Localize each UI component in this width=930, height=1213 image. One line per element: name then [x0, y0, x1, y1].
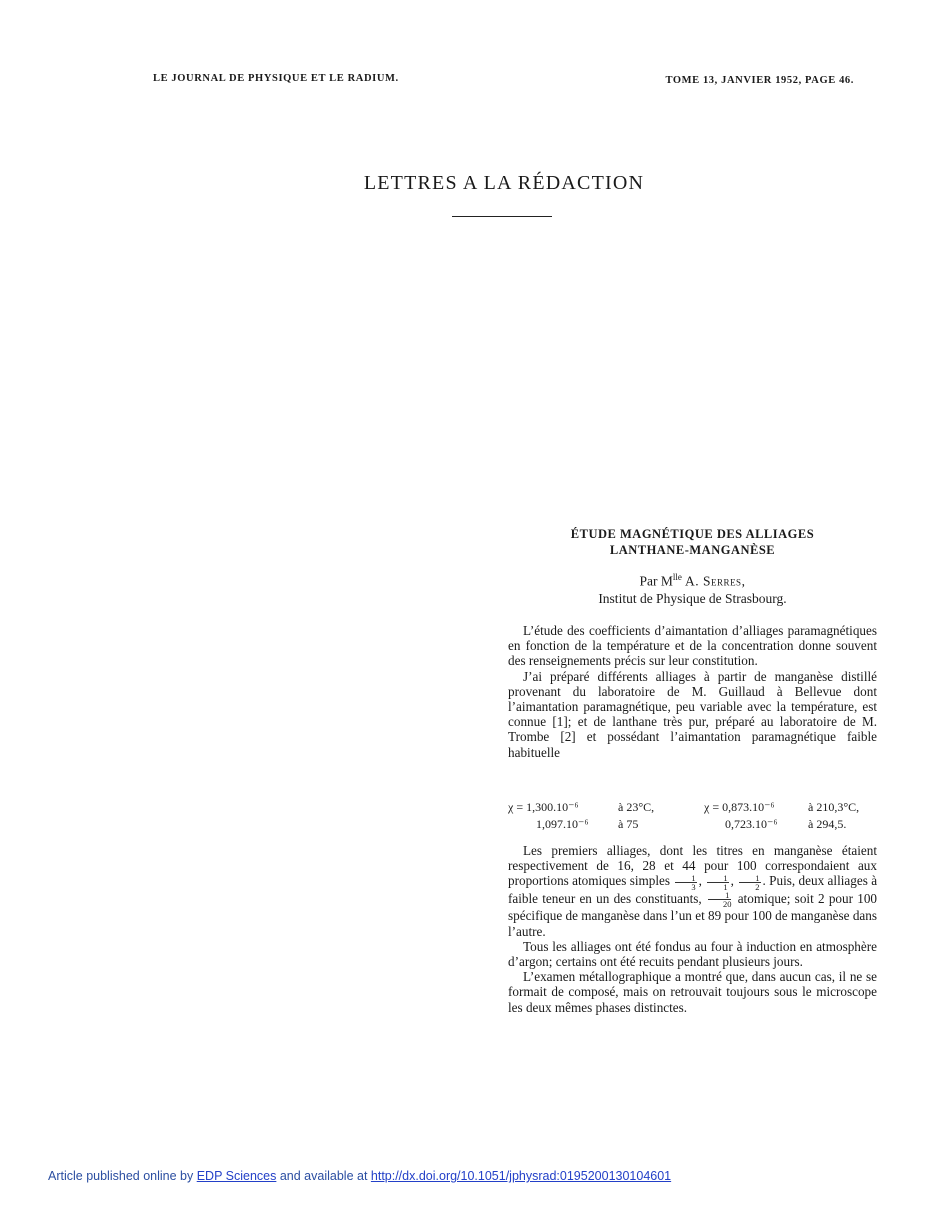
- formula-value: χ = 0,873.10⁻⁶: [704, 800, 775, 814]
- susceptibility-formula: [508, 799, 877, 833]
- doi-link[interactable]: http://dx.doi.org/10.1051/jphysrad:0195200130104601: [370, 1169, 672, 1183]
- paragraph: Tous les alliages ont été fondus au four à induction en atmosphère d’argon; certains ont été recuits pendant plusieurs jours.: [508, 938, 877, 969]
- fraction: $\frac{1}{1}$: [707, 874, 728, 891]
- publication-footer: Article published online by EDP Sciences and available at http://dx.doi.org/10.1051/jphysrad:0195200130104601: [48, 1169, 672, 1183]
- author-name: A. Serres,: [681, 573, 746, 589]
- issue-info: TOME 13, JANVIER 1952, PAGE 46.: [665, 75, 854, 86]
- formula-temp: à 294,5.: [808, 817, 847, 831]
- paragraph: L’étude des coefficients d’aimantation d’alliages paramagnétiques en fonction de la température et de la concentration donne souvent des renseignements précis sur leur constitution.: [508, 623, 877, 669]
- title-divider: [452, 216, 552, 217]
- journal-header: LE JOURNAL DE PHYSIQUE ET LE RADIUM.: [153, 73, 399, 84]
- formula-value: χ = 1,300.10⁻⁶: [508, 800, 579, 814]
- article-body-intro: [508, 623, 877, 760]
- article-title: [508, 526, 877, 558]
- paragraph: Les premiers alliages, dont les titres en manganèse étaient respectivement de 16, 28 et 44 pour 100 correspondaient aux proportions atomiques simples $\frac{1}{3}$ , $\frac{1}{1}$ , $\frac{1}{2}$ . Puis, deux alliages à faible teneur en un des constituants, $\frac{1}{20}$ atomique; soit 2 pour 100 spécifique de manganèse dans l’un et 89 pour 100 de manganèse dans l’autre.: [508, 843, 878, 939]
- author-line: Par $M^{lle}$ A. Serres,: [639, 572, 746, 589]
- section-title: LETTRES A LA RÉDACTION: [363, 172, 645, 194]
- formula-value: 0,723.10⁻⁶: [725, 817, 778, 831]
- paragraph: L’examen métallographique a montré que, dans aucun cas, il ne se formait de composé, mais on retrouvait toujours sous le microscope les deux mêmes phases distinctes.: [508, 969, 877, 1015]
- byline: [508, 569, 877, 607]
- affiliation: Institut de Physique de Strasbourg.: [598, 590, 787, 606]
- paragraph: J’ai préparé différents alliages à partir de manganèse distillé provenant du laboratoire de M. Guillaud à Bellevue dont l’aimantation paramagnétique, peu variable avec la température, est connue [1]; et de lanthane très pur, préparé au laboratoire de M. Trombe [2] et possédant l’aimantation paramagnétique faible habituelle: [508, 668, 877, 760]
- formula-temp: à 210,3°C,: [808, 800, 860, 814]
- fraction: $\frac{1}{20}$: [708, 891, 732, 908]
- article-title-line2: LANTHANE-MANGANÈSE: [609, 543, 776, 557]
- fraction: $\frac{1}{2}$: [739, 874, 760, 891]
- article-body-results: [508, 843, 877, 1015]
- article-title-line1: ÉTUDE MAGNÉTIQUE DES ALLIAGES: [570, 527, 815, 541]
- formula-value: 1,097.10⁻⁶: [536, 817, 589, 831]
- publisher-link[interactable]: EDP Sciences: [196, 1169, 277, 1183]
- formula-temp: à 75: [618, 817, 639, 831]
- formula-temp: à 23°C,: [618, 800, 655, 814]
- fraction: $\frac{1}{3}$: [675, 874, 696, 891]
